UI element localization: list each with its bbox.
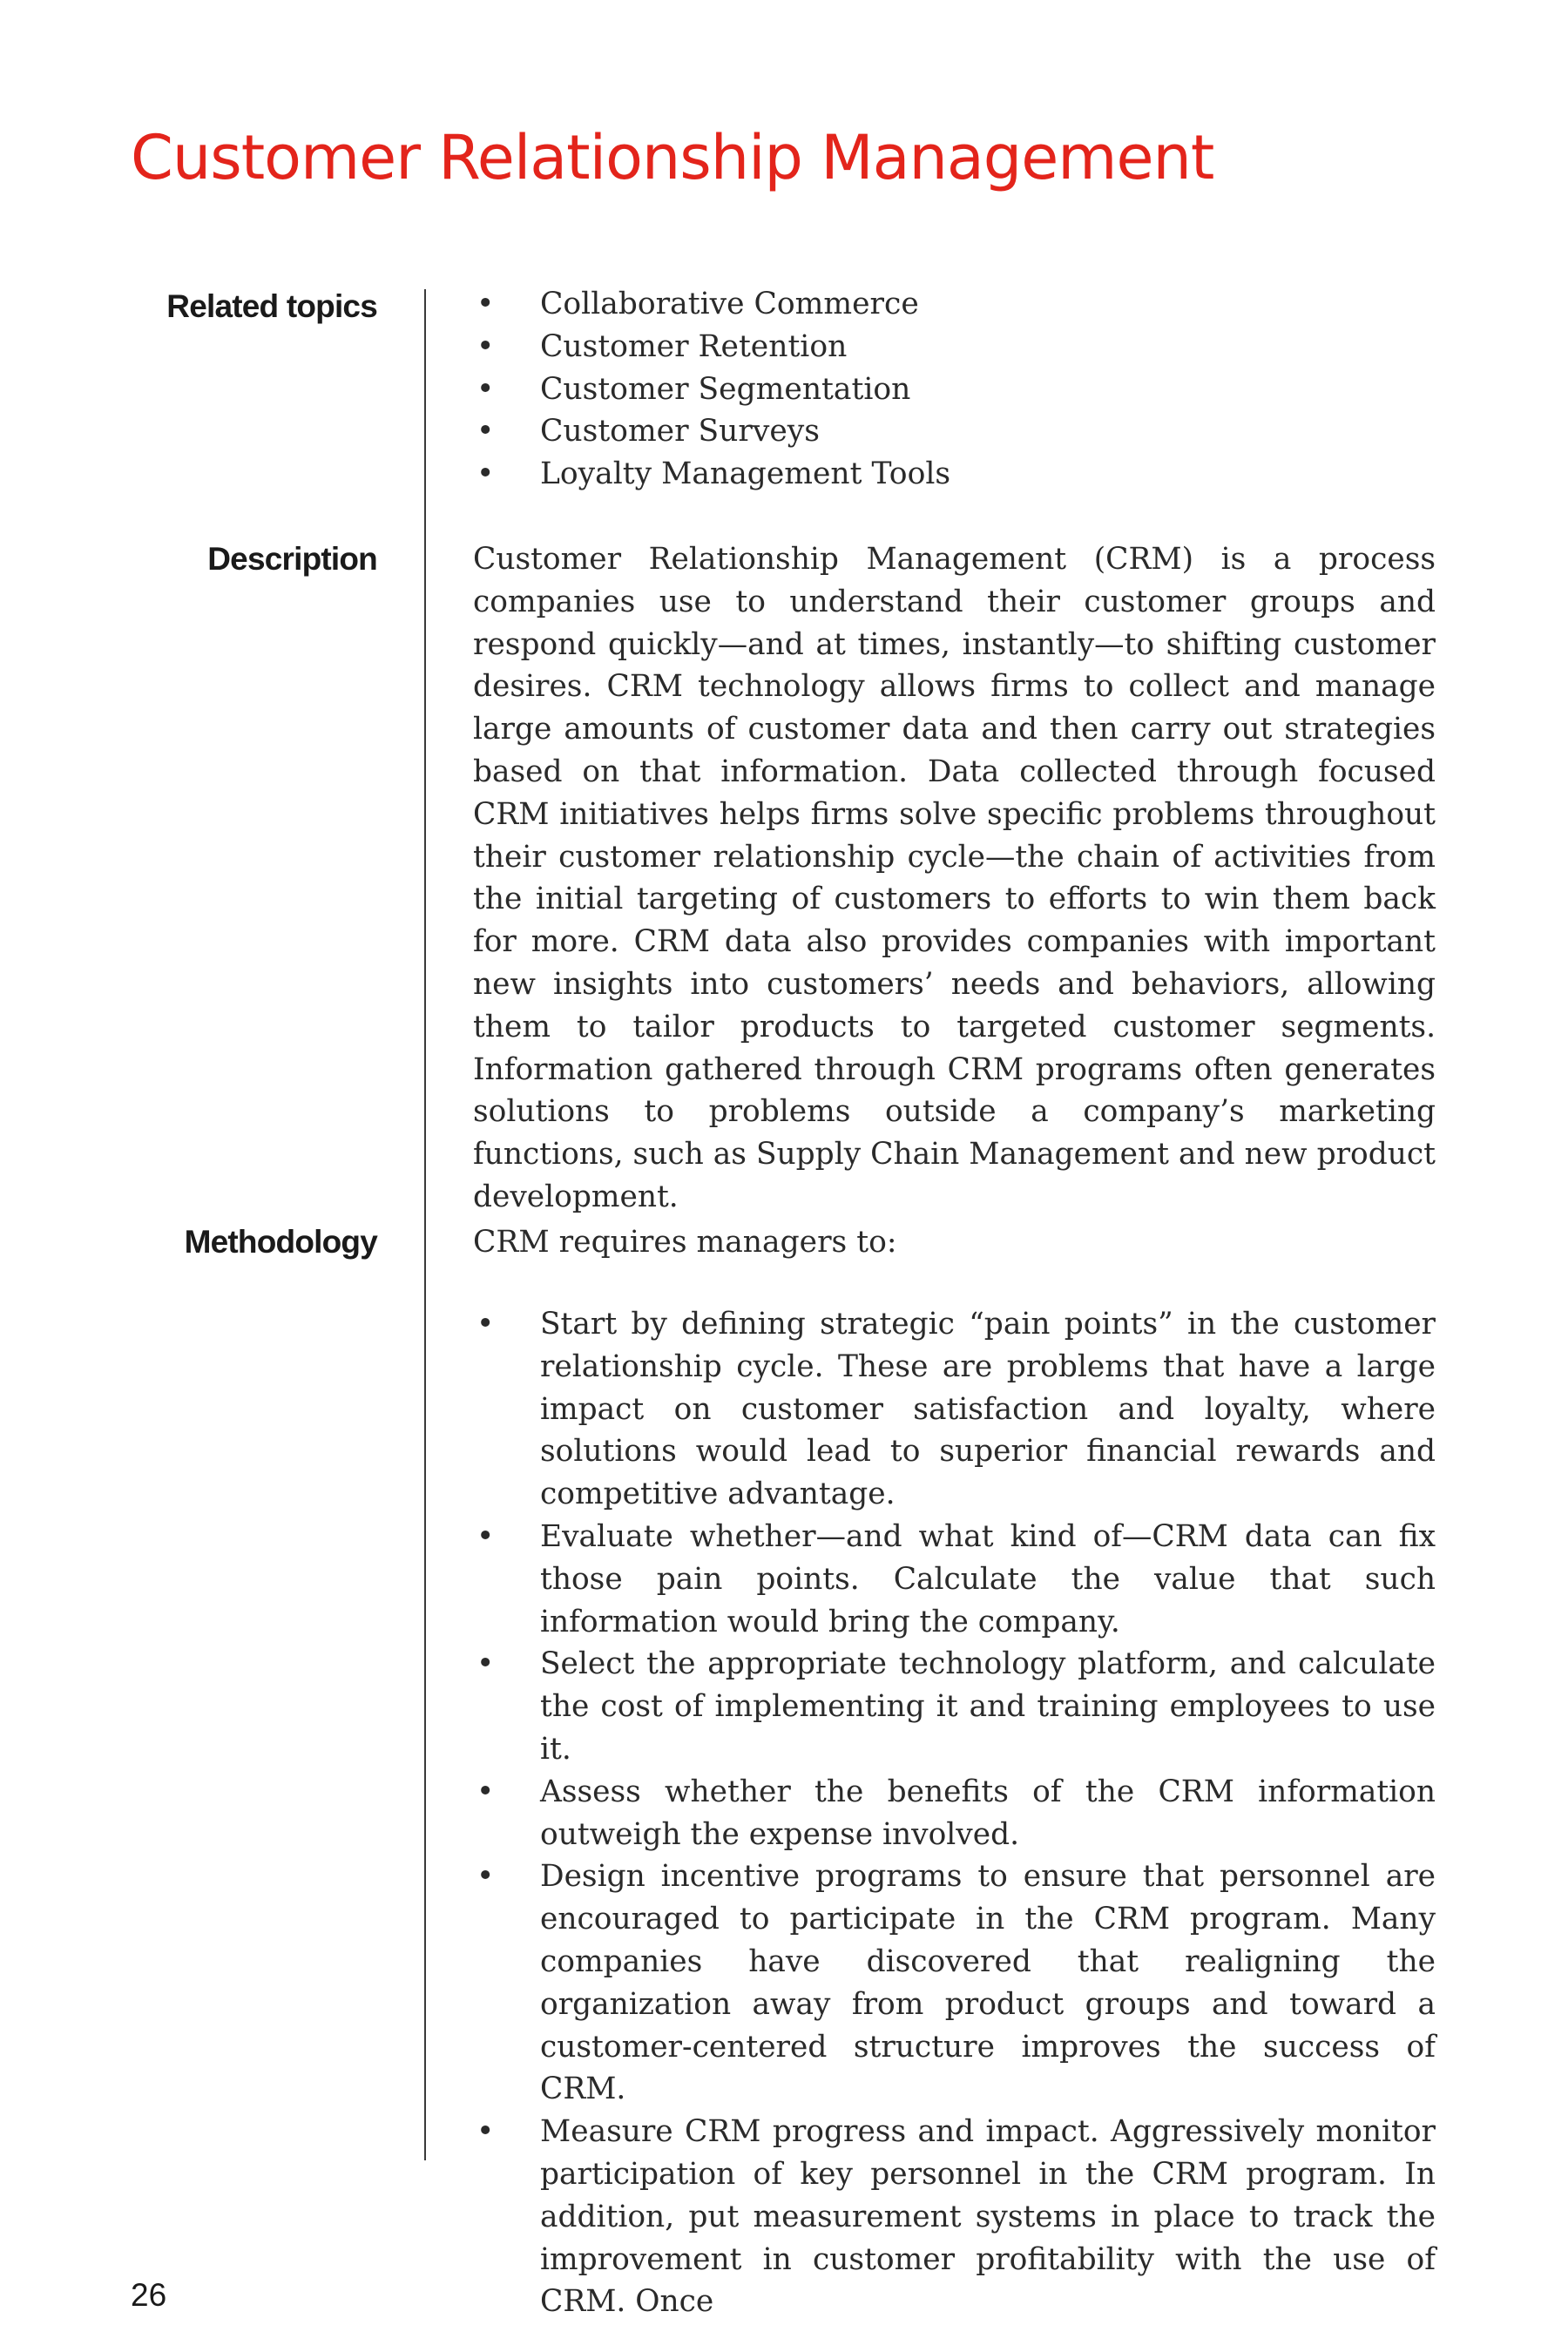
bullet-icon: • (476, 371, 495, 407)
methodology-list (473, 1303, 1436, 2323)
page-number: 26 (131, 2277, 167, 2313)
bullet-icon: • (476, 414, 495, 449)
description-label: Description (207, 541, 377, 577)
methodology-step: • Start by defining strategic “pain points” in the customer relationship cycle. These are problems that have a large impact on customer satisfaction and loyalty, where solutions would lead to superior financial rewards and competitive advantage. (473, 1303, 1436, 1516)
page-title: Customer Relationship Management (131, 122, 1214, 193)
bullet-icon: • (476, 328, 495, 364)
methodology-step: • Evaluate whether—and what kind of—CRM data can fix those pain points. Calculate the value that such information would bring the company. (473, 1516, 1436, 1643)
bullet-icon: • (476, 1646, 495, 1682)
description-text: Customer Relationship Management (CRM) is a process companies use to understand their customer groups and respond quickly—and at times, instantly—to shifting customer desires. CRM technology allows firms to collect and manage large amounts of customer data and then carry out strategies based on that information. Data collected through focused CRM initiatives helps firms solve specific problems throughout their customer relationship cycle—the chain of activities from the initial targeting of customers to efforts to win them back for more. CRM data also provides companies with important new insights into customers’ needs and behaviors, allowing them to tailor products to targeted customer segments. Information gathered through CRM programs often generates solutions to problems outside a company’s marketing functions, such as Supply Chain Management and new product development. (473, 542, 1436, 1214)
methodology-step: • Design incentive programs to ensure that personnel are encouraged to participate in the CRM program. Many companies have discovered that realigning the organization away from product groups and toward a customer-centered structure improves the success of CRM. (473, 1855, 1436, 2111)
methodology-label: Methodology (184, 1224, 377, 1260)
bullet-icon: • (476, 2114, 495, 2150)
bullet-icon: • (476, 1307, 495, 1342)
related-topic-item: • Loyalty Management Tools (473, 453, 1436, 496)
bullet-icon: • (476, 1859, 495, 1895)
related-topic-item: • Customer Retention (473, 326, 1436, 368)
related-topics-list (473, 283, 1436, 496)
bullet-icon: • (476, 456, 495, 492)
related-topic-item: • Customer Segmentation (473, 368, 1436, 411)
section-divider (424, 289, 426, 2160)
methodology-intro: CRM requires managers to: (473, 1225, 897, 1260)
methodology-step: • Assess whether the benefits of the CRM information outweigh the expense involved. (473, 1771, 1436, 1856)
methodology-step: • Select the appropriate technology platform, and calculate the cost of implementing it and training employees to use it. (473, 1643, 1436, 1770)
bullet-icon: • (476, 1774, 495, 1809)
bullet-icon: • (476, 287, 495, 321)
related-topic-item: • Collaborative Commerce (473, 283, 1436, 326)
related-topic-item: • Customer Surveys (473, 410, 1436, 453)
bullet-icon: • (476, 1518, 495, 1554)
methodology-step: • Measure CRM progress and impact. Aggressively monitor participation of key personnel in the CRM program. In addition, put measurement systems in place to track the improvement in customer profitability with the use of CRM. Once (473, 2111, 1436, 2323)
related-topics-label: Related topics (166, 288, 377, 324)
